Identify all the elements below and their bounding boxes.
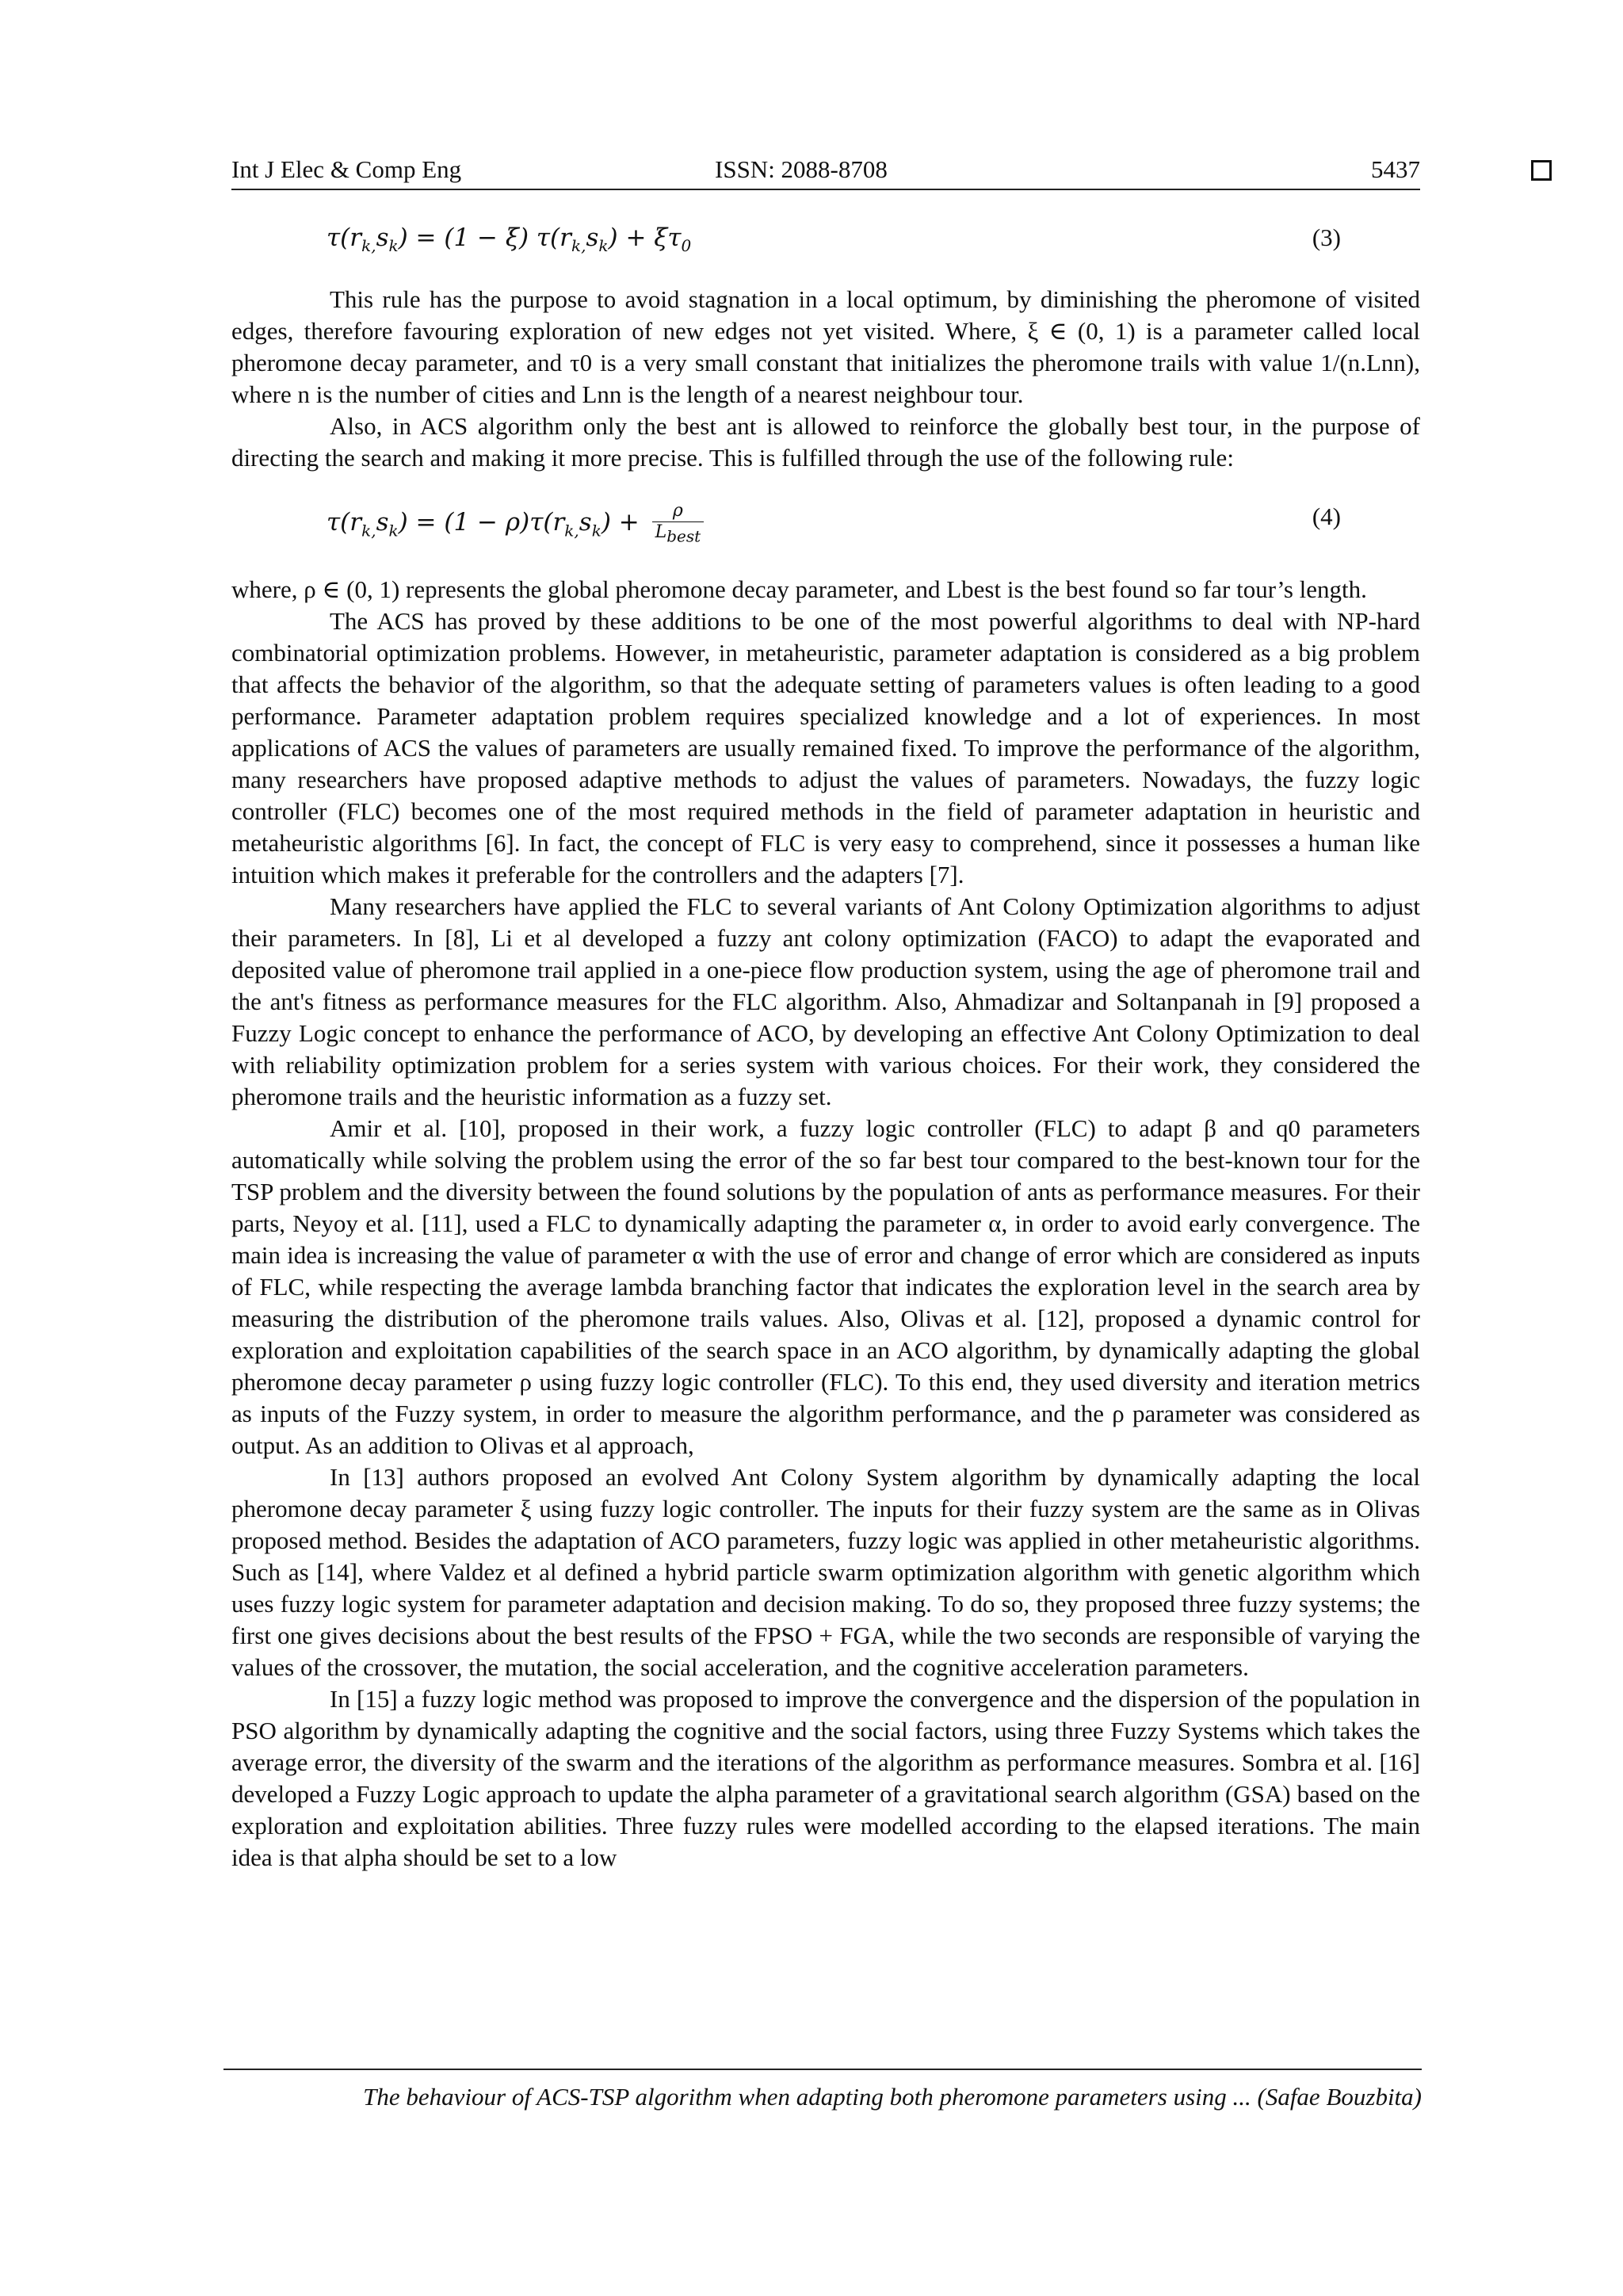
paragraph: The ACS has proved by these additions to be one of the most powerful algorithms to deal with NP-hard combinatorial optimization problems. However, in metaheuristic, parameter adaptation is considered as a big problem that affects the behavior of the algorithm, so that the adequate setting of parameters values is often leading to a good performance. Parameter adaptation problem requires specialized knowledge and a lot of experiences. In most applications of ACS the values of parameters are usually remained fixed. To improve the performance of the algorithm, many researchers have proposed adaptive methods to adjust the values of parameters. Nowadays, the fuzzy logic controller (FLC) becomes one of the most required methods in the field of parameter adaptation in heuristic and metaheuristic algorithms [6]. In fact, the concept of FLC is very easy to comprehend, since it possesses a human like intuition which makes it preferable for the controllers and the adapters [7]. bbox=[231, 607, 1420, 888]
body-text bbox=[231, 204, 1420, 1874]
equation-3-expression: $\tau(r_{k,}s_k) = (1 - \xi) \tau(r_{k,}s_k) + \xi\tau_0$ bbox=[327, 223, 692, 256]
paragraph: Many researchers have applied the FLC to several variants of Ant Colony Optimization algorithms to adjust their parameters. In [8], Li et al developed a fuzzy ant colony optimization (FACO) to adapt the evaporated and deposited value of pheromone trail applied in a one-piece flow production system, using the age of pheromone trail and the ant's fitness as performance measures for the FLC algorithm. Also, Ahmadizar and Soltanpanah in [9] proposed a Fuzzy Logic concept to enhance the performance of ACO, by developing an effective Ant Colony Optimization to deal with reliability optimization problem for a series system with various choices. For their work, they considered the pheromone trails and the heuristic information as a fuzzy set. bbox=[231, 892, 1420, 1110]
equation-4 bbox=[231, 491, 1420, 558]
paragraph: This rule has the purpose to avoid stagnation in a local optimum, by diminishing the pheromone of visited edges, therefore favouring exploration of new edges not yet visited. Where, ξ ∈ (0, 1) is a parameter called local pheromone decay parameter, and τ0 is a very small constant that initializes the pheromone trails with value 1/(n.Lnn), where n is the number of cities and Lnn is the length of a nearest neighbour tour. bbox=[231, 285, 1420, 408]
paragraph: where, ρ ∈ (0, 1) represents the global pheromone decay parameter, and Lbest is the best found so far tour’s length. bbox=[231, 575, 1367, 603]
journal-name: Int J Elec & Comp Eng bbox=[231, 155, 462, 183]
equation-3-number: (3) bbox=[1312, 223, 1341, 251]
paragraph: In [13] authors proposed an evolved Ant Colony System algorithm by dynamically adapting the local pheromone decay parameter ξ using fuzzy logic controller. The inputs for their fuzzy system are the same as in Olivas proposed method. Besides the adaptation of ACO parameters, fuzzy logic was applied in other metaheuristic algorithms. Such as [14], where Valdez et al defined a hybrid particle swarm optimization algorithm with genetic algorithm which uses fuzzy logic system for parameter adaptation and decision making. To do so, they proposed three fuzzy systems; the first one gives decisions about the best results of the FPSO + FGA, while the two seconds are responsible of varying the values of the crossover, the mutation, the social acceleration, and the cognitive acceleration parameters. bbox=[231, 1463, 1420, 1681]
paragraph: Also, in ACS algorithm only the best ant is allowed to reinforce the globally best tour, in the purpose of directing the search and making it more precise. This is fulfilled through the use of the following rule: bbox=[231, 412, 1420, 472]
running-footer: The behaviour of ACS-TSP algorithm when adapting both pheromone parameters using ... (Safae Bouzbita) bbox=[223, 2069, 1422, 2111]
paragraph: In [15] a fuzzy logic method was proposed to improve the convergence and the dispersion of the population in PSO algorithm by dynamically adapting the cognitive and the social factors, using three Fuzzy Systems which takes the average error, the diversity of the swarm and the iterations of the algorithm as performance measures. Sombra et al. [16] developed a Fuzzy Logic approach to update the alpha parameter of a gravitational search algorithm (GSA) based on the exploration and exploitation abilities. Three fuzzy rules were modelled according to the elapsed iterations. The main idea is that alpha should be set to a low bbox=[231, 1685, 1420, 1871]
equation-4-number: (4) bbox=[1312, 502, 1341, 530]
equation-3 bbox=[231, 212, 1420, 268]
square-box-icon bbox=[1531, 160, 1552, 181]
page-number: 5437 bbox=[1371, 155, 1420, 183]
paragraph: Amir et al. [10], proposed in their work, a fuzzy logic controller (FLC) to adapt β and q0 parameters automatically while solving the problem using the error of the so far best tour compared to the best-known tour for the TSP problem and the diversity between the found solutions by the population of ants as performance measures. For their parts, Neyoy et al. [11], used a FLC to dynamically adapting the parameter α, in order to avoid early convergence. The main idea is increasing the value of parameter α with the use of error and change of error which are considered as inputs of FLC, while respecting the average lambda branching factor that indicates the exploration level in the search area by measuring the distribution of the pheromone trails values. Also, Olivas et al. [12], proposed a dynamic control for exploration and exploitation capabilities of the search space in an ACO algorithm, by dynamically adapting the global pheromone decay parameter ρ using fuzzy logic controller (FLC). To this end, they used diversity and iteration metrics as inputs of the Fuzzy system, in order to measure the algorithm performance, and the ρ parameter was considered as output. As an addition to Olivas et al approach, bbox=[231, 1114, 1420, 1459]
equation-4-expression: $\tau(r_{k,}s_k) = (1 - \rho)\tau(r_{k,}s_k)$ + $\frac{\rho}{L_{best}}$ bbox=[327, 501, 704, 546]
running-header bbox=[231, 152, 1420, 190]
issn: ISSN: 2088-8708 bbox=[715, 155, 888, 183]
